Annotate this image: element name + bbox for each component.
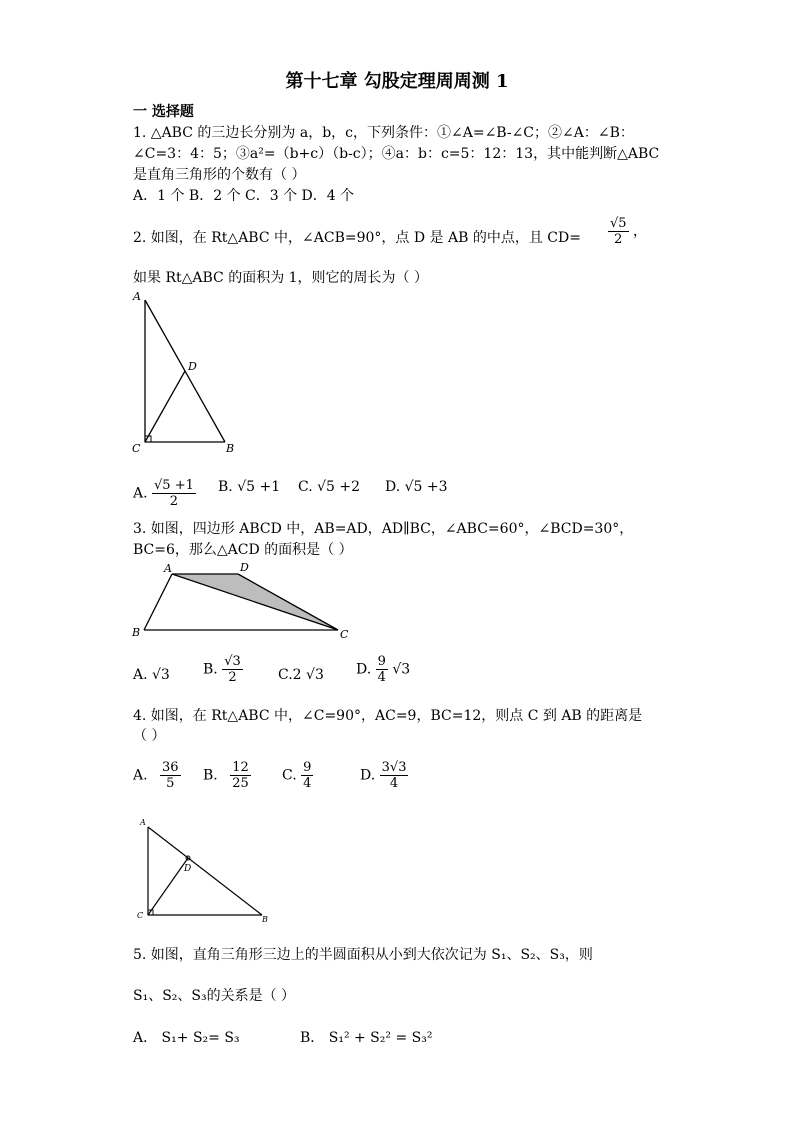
q3-label-d: D: [240, 561, 249, 574]
q4-option-d-prefix: D.: [360, 767, 376, 784]
q3-option-d-post: √3: [392, 661, 411, 678]
q2-label-a: A: [133, 290, 141, 303]
q4-option-c: [282, 760, 313, 791]
q2-comma: ，: [633, 223, 648, 240]
q1-line3: 是直角三角形的个数有（ ）: [133, 167, 306, 183]
q2-line1: 2. 如图，在 Rt△ABC 中，∠ACB=90°，点 D 是 AB 的中点，且 CD=: [133, 230, 581, 246]
q4-label-d: D: [184, 864, 192, 874]
q2-label-d: D: [188, 360, 197, 373]
q4-option-a: [133, 760, 181, 791]
q2-figure: [130, 290, 240, 460]
q4-option-b-den: 25: [232, 776, 249, 791]
q1-line2: ∠C=3：4：5；③a²=（b+c）（b-c）；④a：b：c=5：12：13，其中能判断△ABC: [133, 146, 660, 162]
q1-line1: 1. △ABC 的三边长分别为 a，b，c，下列条件：①∠A=∠B-∠C；②∠A：∠B：: [133, 125, 634, 141]
q4-option-b-num: 12: [232, 760, 249, 775]
section-heading: 一 选择题: [133, 104, 194, 120]
q2-line2: 如果 Rt△ABC 的面积为 1，则它的周长为（ ）: [133, 270, 429, 286]
q3-option-b-num: √3: [224, 654, 241, 669]
q3-line2: BC=6，那么△ACD 的面积是（ ）: [133, 542, 353, 558]
q3-label-c: C: [340, 628, 349, 641]
q3-figure: [130, 558, 360, 648]
q2-cd-den: 2: [614, 232, 623, 247]
q4-option-b-prefix: B.: [203, 767, 218, 784]
q4-option-c-prefix: C.: [282, 767, 297, 784]
q3-label-a: A: [164, 562, 172, 575]
q4-option-b: [203, 760, 251, 791]
q2-option-a-prefix: A.: [133, 485, 148, 502]
q3-option-d-den: 4: [377, 670, 386, 685]
q2-cd-num: √5: [610, 216, 627, 231]
q4-option-a-prefix: A.: [133, 767, 148, 784]
q2-option-a-den: 2: [169, 494, 179, 509]
q4-figure: [135, 815, 280, 930]
q4-option-c-num: 9: [303, 760, 312, 775]
q4-option-d-den: 4: [389, 776, 399, 791]
q5-line1: 5. 如图，直角三角形三边上的半圆面积从小到大依次记为 S₁、S₂、S₃，则: [133, 947, 593, 963]
q4-line2: （ ）: [133, 728, 166, 744]
q4-label-c: C: [137, 911, 144, 920]
q3-line1: 3. 如图，四边形 ABCD 中，AB=AD，AD∥BC，∠ABC=60°，∠BCD=30°，: [133, 521, 634, 537]
q4-label-b: B: [262, 915, 268, 924]
q2-option-c: C. √5 +2: [298, 479, 361, 495]
q4-option-c-den: 4: [303, 776, 312, 791]
q3-option-c: C.2 √3: [278, 667, 324, 683]
q4-line1: 4. 如图，在 Rt△ABC 中，∠C=90°，AC=9，BC=12，则点 C 到 AB 的距离是: [133, 708, 643, 724]
q3-option-d-prefix: D.: [356, 661, 372, 678]
q2-option-b: B. √5 +1: [218, 479, 281, 495]
q2-option-a-num: √5 +1: [154, 478, 194, 493]
q2-option-a: [133, 478, 196, 509]
q3-option-d-num: 9: [377, 654, 386, 669]
q2-cd-fraction: [608, 216, 647, 247]
q5-option-b: B． S₁² + S₂² = S₃²: [300, 1030, 433, 1046]
q3-label-b: B: [132, 626, 141, 639]
q4-option-d: [360, 760, 408, 791]
q3-option-b-prefix: B.: [203, 661, 218, 678]
q5-option-a: A． S₁+ S₂= S₃: [133, 1030, 240, 1046]
q4-label-a: A: [140, 818, 146, 827]
q4-option-a-den: 5: [166, 776, 175, 791]
q4-option-a-num: 36: [162, 760, 179, 775]
q2-label-c: C: [132, 442, 141, 455]
q3-option-b: [203, 654, 243, 685]
q2-label-b: B: [226, 442, 235, 455]
page-title: 第十七章 勾股定理周周测 1: [285, 71, 509, 92]
q1-options: A．1 个 B．2 个 C．3 个 D．4 个: [133, 188, 355, 204]
q4-option-d-num: 3√3: [381, 760, 407, 775]
q3-option-d: [356, 654, 410, 685]
q2-option-d: D. √5 +3: [385, 479, 448, 495]
q3-option-a: A. √3: [133, 667, 170, 683]
q5-line2: S₁、S₂、S₃的关系是（ ）: [133, 988, 296, 1004]
q3-option-b-den: 2: [228, 670, 237, 685]
